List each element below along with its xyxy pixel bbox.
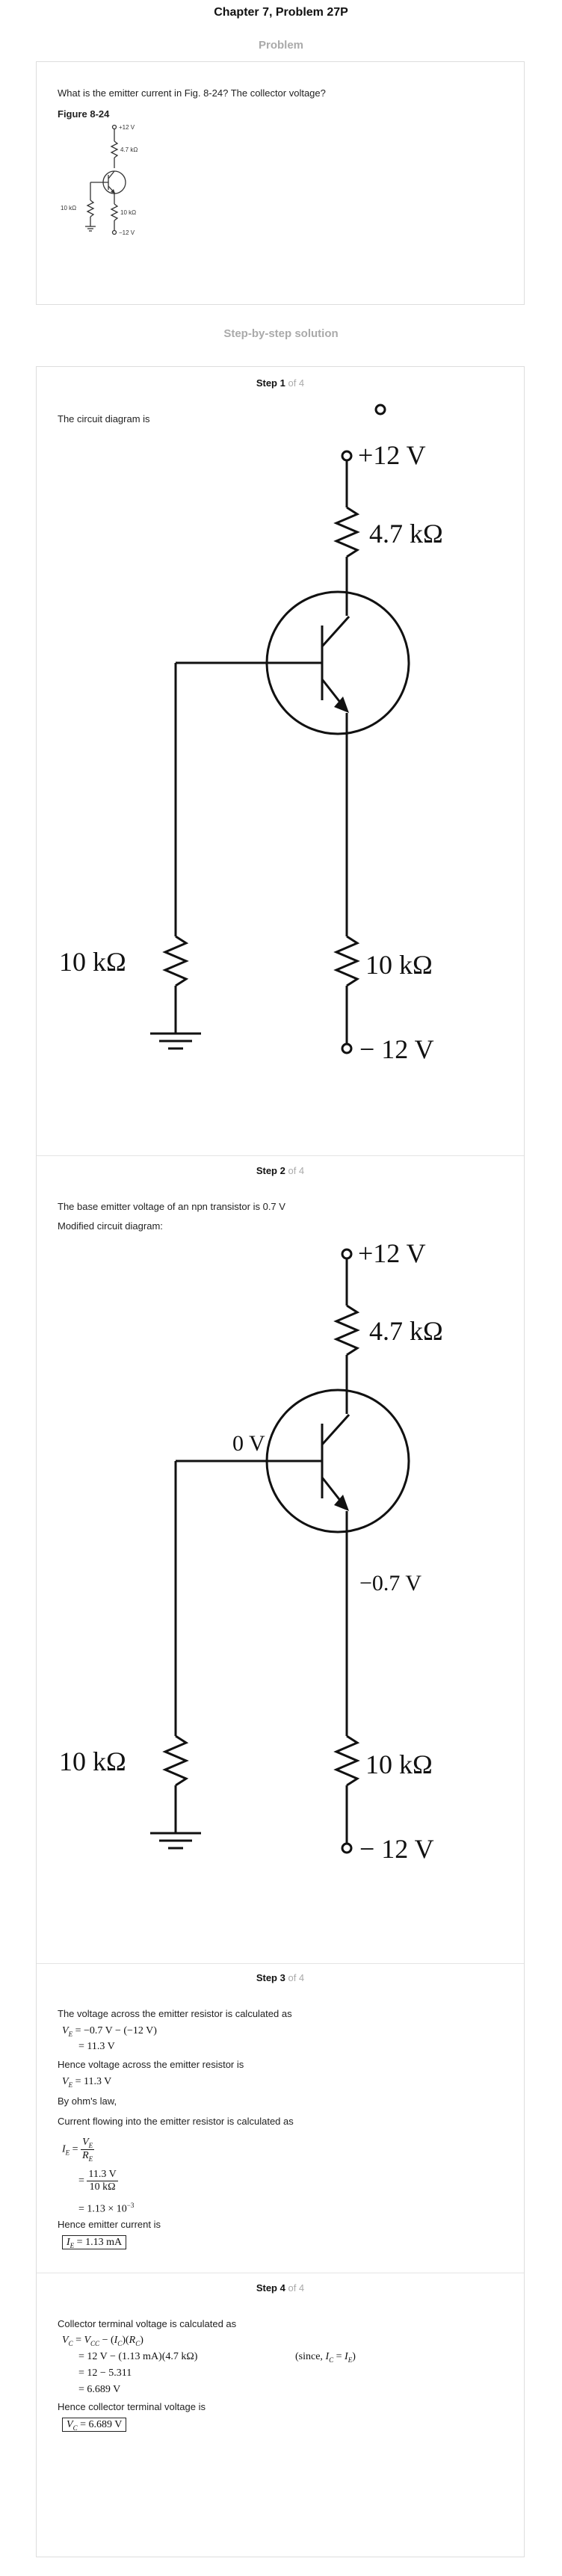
figure-label: Figure 8-24 — [58, 108, 110, 120]
step2-ve-label: −0.7 V — [359, 1571, 422, 1596]
step1-vee-label: − 12 V — [359, 1034, 434, 1064]
problem-question: What is the emitter current in Fig. 8-24? The collector voltage? — [58, 87, 326, 99]
ie-final: $I_E = 1.13$ mA — [62, 2237, 126, 2249]
solution-section-title: Step-by-step solution — [223, 327, 339, 340]
step-1-circuit — [37, 367, 525, 1114]
step1-rb-label: 10 kΩ — [59, 947, 126, 977]
step-2-text-2: Modified circuit diagram: — [58, 1220, 163, 1232]
step-3-heading: Step 3 of 4 — [256, 1972, 305, 1983]
step2-vcc-label: +12 V — [358, 1238, 426, 1268]
step-4-heading: Step 4 of 4 — [256, 2282, 305, 2294]
thumb-rb-label: 10 kΩ — [61, 205, 77, 211]
vc-substitution: = 12 V − (1.13 mA)(4.7 kΩ) — [78, 2351, 198, 2362]
step-3-text-5: Hence emitter current is — [58, 2219, 161, 2230]
divider — [37, 1963, 524, 1964]
problem-card — [36, 61, 525, 305]
vc-since-note: (since, $I_C = I_E$) — [295, 2351, 356, 2364]
step2-vee-label: − 12 V — [359, 1834, 434, 1864]
step-2-heading: Step 2 of 4 — [256, 1165, 305, 1176]
step1-vcc-label: +12 V — [358, 440, 426, 470]
step-2-text-1: The base emitter voltage of an npn transistor is 0.7 V — [58, 1201, 285, 1212]
step-2-circuit — [37, 1174, 525, 1921]
step-3-text-1: The voltage across the emitter resistor is calculated as — [58, 2008, 292, 2019]
step2-vb-label: 0 V — [232, 1431, 265, 1456]
step1-rc-label: 4.7 kΩ — [369, 519, 443, 549]
step1-re-label: 10 kΩ — [365, 950, 433, 980]
thumb-re-label: 10 kΩ — [120, 209, 137, 216]
step-3-text-4: Current flowing into the emitter resistor is calculated as — [58, 2116, 294, 2127]
step2-rb-label: 10 kΩ — [59, 1746, 126, 1776]
problem-section-title: Problem — [258, 39, 303, 52]
ve-equation: $V_E = -0.7$ V − (−12 V) — [62, 2025, 157, 2038]
chapter-title: Chapter 7, Problem 27P — [214, 6, 348, 19]
vc-step: = 12 − 5.311 — [78, 2367, 132, 2379]
vc-result: = 6.689 V — [78, 2384, 121, 2395]
figure-thumbnail — [52, 122, 201, 294]
ve-final: $V_E = 11.3$ V — [62, 2076, 112, 2089]
thumb-vcc-label: +12 V — [119, 124, 135, 131]
vc-formula: $V_C = V_{CC} - (I_C)(R_C)$ — [62, 2335, 143, 2347]
ie-result: = $1.13 \times 10^{-3}$ — [78, 2202, 135, 2215]
step-4-text-2: Hence collector terminal voltage is — [58, 2401, 206, 2412]
ie-formula: $I_E$ = $\frac{V_E}{R_E}$ — [62, 2137, 93, 2163]
divider — [37, 1155, 524, 1156]
step-3-text-3: By ohm's law, — [58, 2095, 117, 2107]
step-3-text-2: Hence voltage across the emitter resistor is — [58, 2059, 244, 2070]
vc-final: $V_C = 6.689$ V — [62, 2419, 126, 2432]
thumb-rc-label: 4.7 kΩ — [120, 146, 138, 153]
thumb-vee-label: −12 V — [119, 229, 135, 236]
step2-rc-label: 4.7 kΩ — [369, 1316, 443, 1346]
step-4-text-1: Collector terminal voltage is calculated as — [58, 2318, 237, 2329]
step-1-text: The circuit diagram is — [58, 413, 150, 424]
step-1-heading: Step 1 of 4 — [256, 377, 305, 389]
ve-result: = 11.3 V — [78, 2041, 115, 2052]
steps-card — [36, 366, 525, 2557]
ie-substitution: = $\frac{11.3 V}{10 k\Omega}$ — [78, 2169, 117, 2193]
step2-re-label: 10 kΩ — [365, 1749, 433, 1779]
